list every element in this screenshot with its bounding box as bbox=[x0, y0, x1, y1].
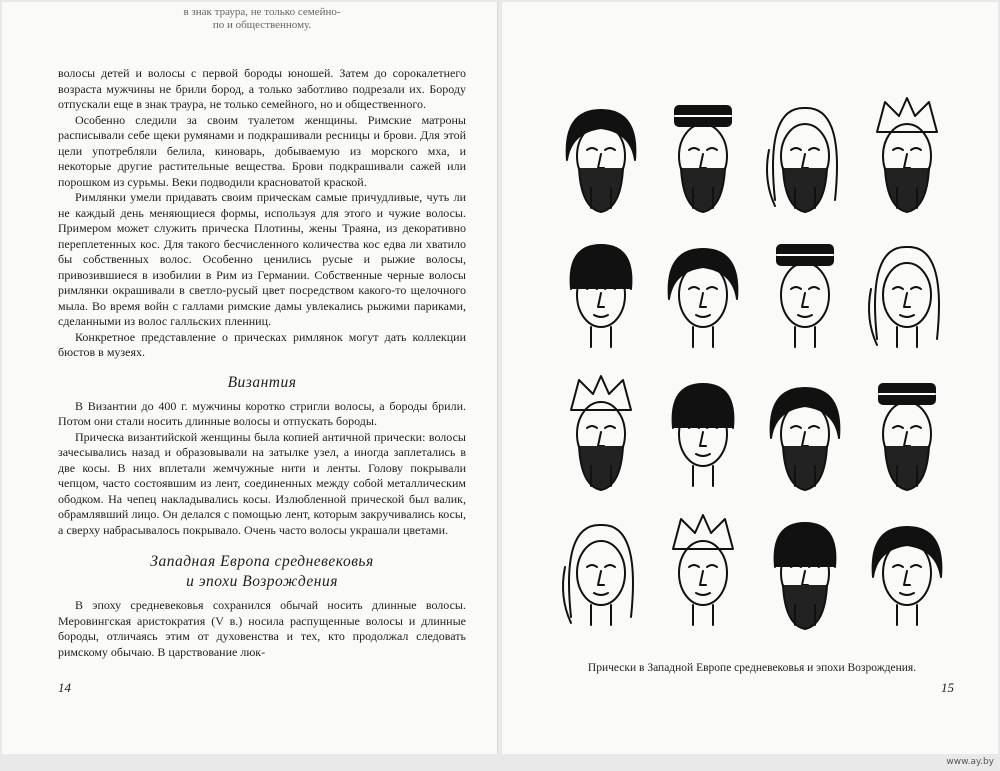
paragraph: Прическа византийской женщины была копией античной прически: волосы зачесывались назад и образовывали на затылке узел, а иногда заплетались в две косы. В них вплетали жемчужные нити и ленты. Голову покрывали чепцом, часто состоявшим из лент, соединенных между собой металлическим ободком. На чепец накладывались косы. Излюбленной прической был валик, обрамлявший лицо. Он делался с помощью лент, которым закручивались косы, а сверху набрасывалось покрывало. Очень часто волосы украшали цветами. bbox=[58, 429, 466, 537]
section-heading-western-europe: Западная Европа средневековья и эпохи Возрождения bbox=[150, 553, 374, 590]
page-number-left: 14 bbox=[58, 680, 71, 695]
head-sketch bbox=[879, 384, 935, 490]
hairstyles-illustration bbox=[550, 88, 960, 644]
paragraph: Конкретное представление о прическах римлянок могут дать коллекции бюстов в музеях. bbox=[58, 329, 466, 359]
head-sketch bbox=[673, 384, 734, 486]
head-sketch bbox=[775, 523, 836, 629]
head-sketch bbox=[669, 249, 738, 347]
paragraph: В эпоху средневековья сохранился обычай носить длинные волосы. Меровингская аристократия (V в.) носила распущенные волосы и длинные бороды, отличаясь этим от духовенства и тех, кто продолжал следовать римскому обычаю. В царствование люк- bbox=[58, 598, 466, 659]
head-sketch bbox=[673, 515, 733, 625]
head-sketch bbox=[571, 376, 631, 490]
paragraph: Особенно следили за своим туалетом женщины. Римские матроны расписывали себе щеки румянами и подкрашивали ресницы и брови. Для этой цели употребляли белила, киноварь, добываемую из морского мха, и некоторые другие растительные вещества. Брови подкрашивали сажей или порошком из сурьмы. Веки подводили красноватой краской. bbox=[58, 112, 466, 189]
paragraph: волосы детей и волосы с первой бороды юношей. Затем до сорокалетнего возраста мужчины не брили бород, а только заботливо подрезали их. Бороду отпускали еще в знак траура, не только семейного, но и общественного. bbox=[58, 66, 466, 111]
head-sketch bbox=[777, 245, 833, 347]
illustration-caption: Прически в Западной Европе средневековья и эпохи Возрождения. bbox=[587, 662, 917, 674]
paragraph: Римлянки умели придавать своим прическам самые причудливые, чуть ли не каждый день меняющиеся формы, используя для этого и чужие волосы. Примером может служить прическа Плотины, жены Траяна, из декоративно переплетенных кос. Для такого бесчисленного количества кос едва ли хватило бы собственных волос. Особенно ценились русые и рыжие волосы, привозившиеся в изобилии в Рим из Германии. Собственные черные волосы римлянки окрашивали в светло-русый цвет посредством какого-то щелочного мыла. Во время войн с галлами римские дамы увлекались рыжими париками, сделанными из волос галльских пленниц. bbox=[58, 190, 466, 328]
head-sketch bbox=[571, 245, 632, 347]
right-page bbox=[502, 2, 998, 754]
page-number-right: 15 bbox=[941, 680, 954, 695]
head-sketch bbox=[675, 106, 731, 212]
paragraph: В Византии до 400 г. мужчины коротко стригли волосы, а бороды брили. Потом они стали носить длинные волосы и отпускать бороды. bbox=[58, 398, 466, 428]
head-sketch bbox=[563, 525, 633, 625]
head-sketch bbox=[767, 108, 837, 212]
watermark: www.ay.by bbox=[946, 757, 994, 767]
left-text-column bbox=[58, 8, 466, 660]
section-heading-byzantium: Византия bbox=[227, 373, 297, 391]
left-page bbox=[2, 2, 498, 754]
head-sketch bbox=[877, 98, 937, 212]
head-sketch bbox=[873, 527, 942, 625]
head-sketch bbox=[771, 388, 840, 490]
top-cut-line: в знак траура, не только семейно- по и общественному. bbox=[183, 6, 341, 31]
head-sketch bbox=[869, 247, 939, 347]
head-sketch bbox=[567, 110, 636, 212]
